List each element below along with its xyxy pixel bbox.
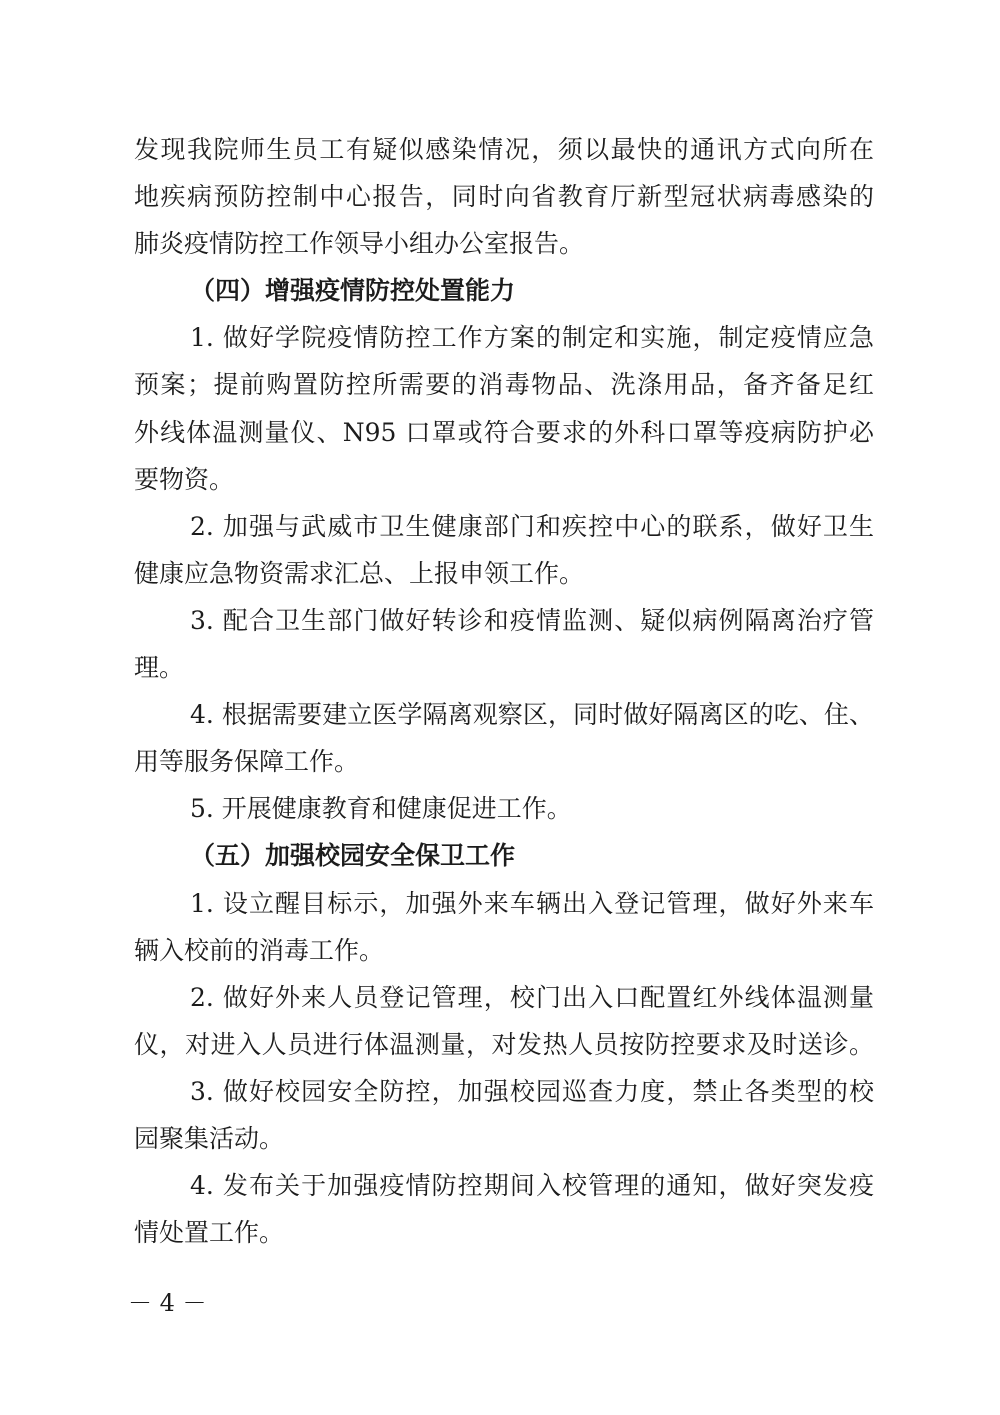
text-line: 1. 设立醒目标示，加强外来车辆出入登记管理，做好外来车 [190,888,874,918]
text-line: 4. 根据需要建立医学隔离观察区，同时做好隔离区的吃、住、 [190,700,874,730]
text-line: 理。 [134,653,185,683]
page-number: － 4 － [128,1289,207,1317]
text-line: 仪，对进入人员进行体温测量，对发热人员按防控要求及时送诊。 [134,1029,874,1059]
text-line: 肺炎疫情防控工作领导小组办公室报告。 [134,229,585,259]
text-line: 用等服务保障工作。 [134,747,360,777]
text-line: 辆入校前的消毒工作。 [134,935,385,965]
text-line: 情处置工作。 [134,1218,285,1248]
text-line: 外线体温测量仪、N95 口罩或符合要求的外科口罩等疫病防护必 [134,417,874,447]
text-line: 3. 做好校园安全防控，加强校园巡查力度，禁止各类型的校 [190,1076,874,1106]
text-line: 健康应急物资需求汇总、上报申领工作。 [134,558,585,588]
text-line: 发现我院师生员工有疑似感染情况，须以最快的通讯方式向所在 [134,135,874,164]
text-line: 要物资。 [134,464,235,494]
text-line: 2. 加强与武威市卫生健康部门和疾控中心的联系，做好卫生 [190,511,874,541]
section-heading-4: （四）增强疫情防控处置能力 [190,276,516,306]
text-line: 园聚集活动。 [134,1123,285,1153]
text-line: 地疾病预防控制中心报告，同时向省教育厅新型冠状病毒感染的 [134,182,874,212]
text-line: 预案；提前购置防控所需要的消毒物品、洗涤用品，备齐备足红 [134,370,874,400]
text-line: 2. 做好外来人员登记管理，校门出入口配置红外线体温测量 [190,982,874,1012]
text-line: 1. 做好学院疫情防控工作方案的制定和实施，制定疫情应急 [190,323,874,353]
body-text [134,126,874,1256]
text-line: 5. 开展健康教育和健康促进工作。 [190,794,572,824]
text-line: 3. 配合卫生部门做好转诊和疫情监测、疑似病例隔离治疗管 [190,605,874,635]
section-heading-5: （五）加强校园安全保卫工作 [190,841,516,871]
text-line: 4. 发布关于加强疫情防控期间入校管理的通知，做好突发疫 [190,1171,874,1201]
